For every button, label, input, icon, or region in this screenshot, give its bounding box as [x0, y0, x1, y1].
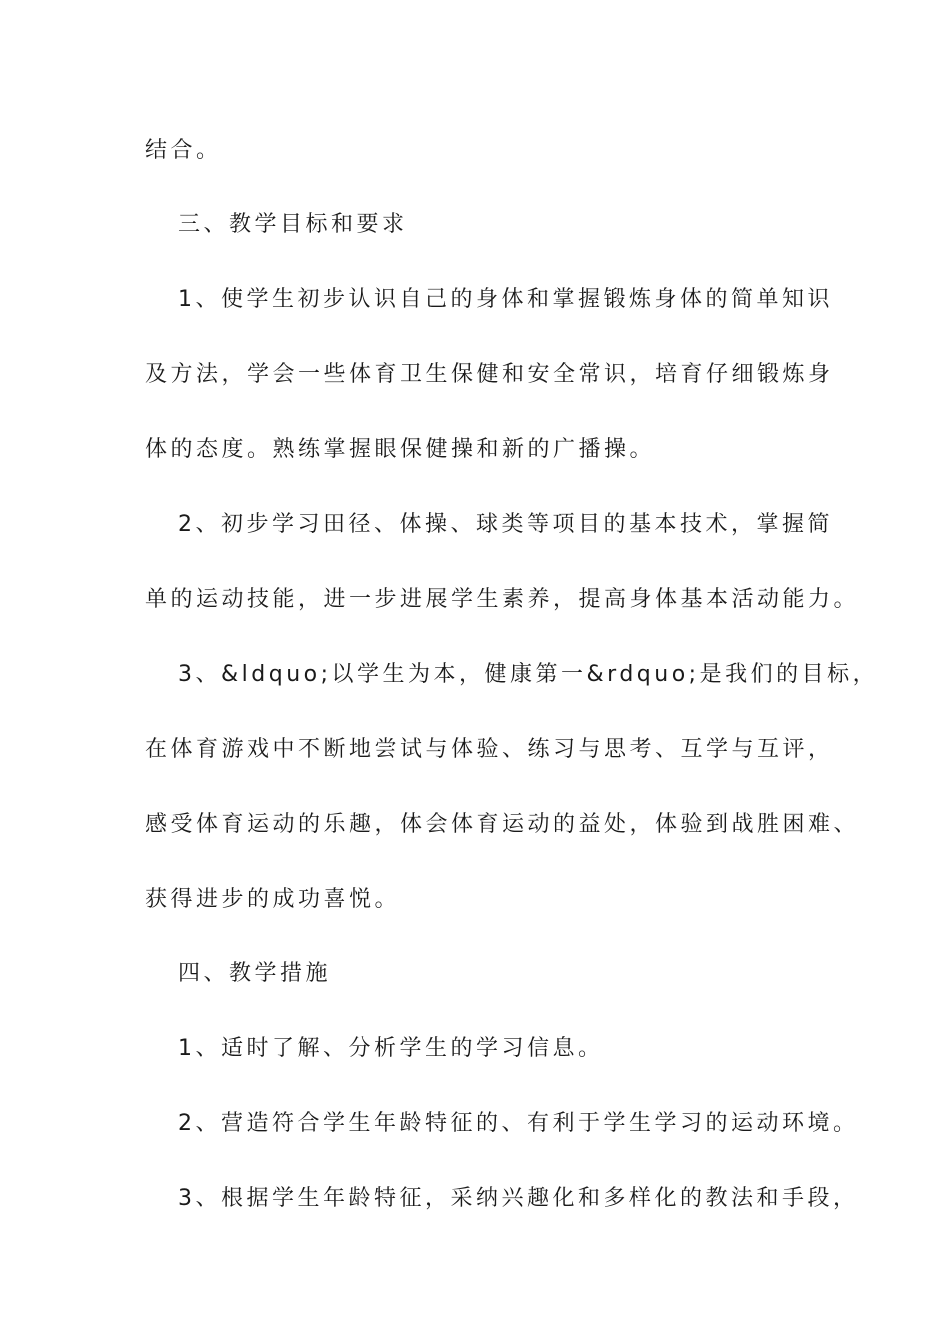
text-line: 1、使学生初步认识自己的身体和掌握锻炼身体的简单知识: [178, 287, 833, 312]
text-line: 3、根据学生年龄特征，采纳兴趣化和多样化的教法和手段，: [178, 1186, 859, 1211]
text-line: 单的运动技能，进一步进展学生素养，提高身体基本活动能力。: [145, 587, 860, 612]
section-heading: 四、教学措施: [178, 961, 332, 986]
text-line: 体的态度。熟练掌握眼保健操和新的广播操。: [145, 437, 656, 462]
text-line: 3、&ldquo;以学生为本，健康第一&rdquo;是我们的目标，: [178, 662, 879, 687]
text-line: 及方法，学会一些体育卫生保健和安全常识，培育仔细锻炼身: [145, 362, 834, 387]
text-line: 获得进步的成功喜悦。: [145, 887, 401, 912]
text-line: 在体育游戏中不断地尝试与体验、练习与思考、互学与互评，: [145, 737, 834, 762]
section-heading: 三、教学目标和要求: [178, 212, 408, 237]
text-line: 2、初步学习田径、体操、球类等项目的基本技术，掌握简: [178, 512, 833, 537]
text-line: 结合。: [145, 138, 222, 163]
text-line: 2、营造符合学生年龄特征的、有利于学生学习的运动环境。: [178, 1111, 859, 1136]
text-line: 感受体育运动的乐趣，体会体育运动的益处，体验到战胜困难、: [145, 812, 860, 837]
text-line: 1、适时了解、分析学生的学习信息。: [178, 1036, 604, 1061]
